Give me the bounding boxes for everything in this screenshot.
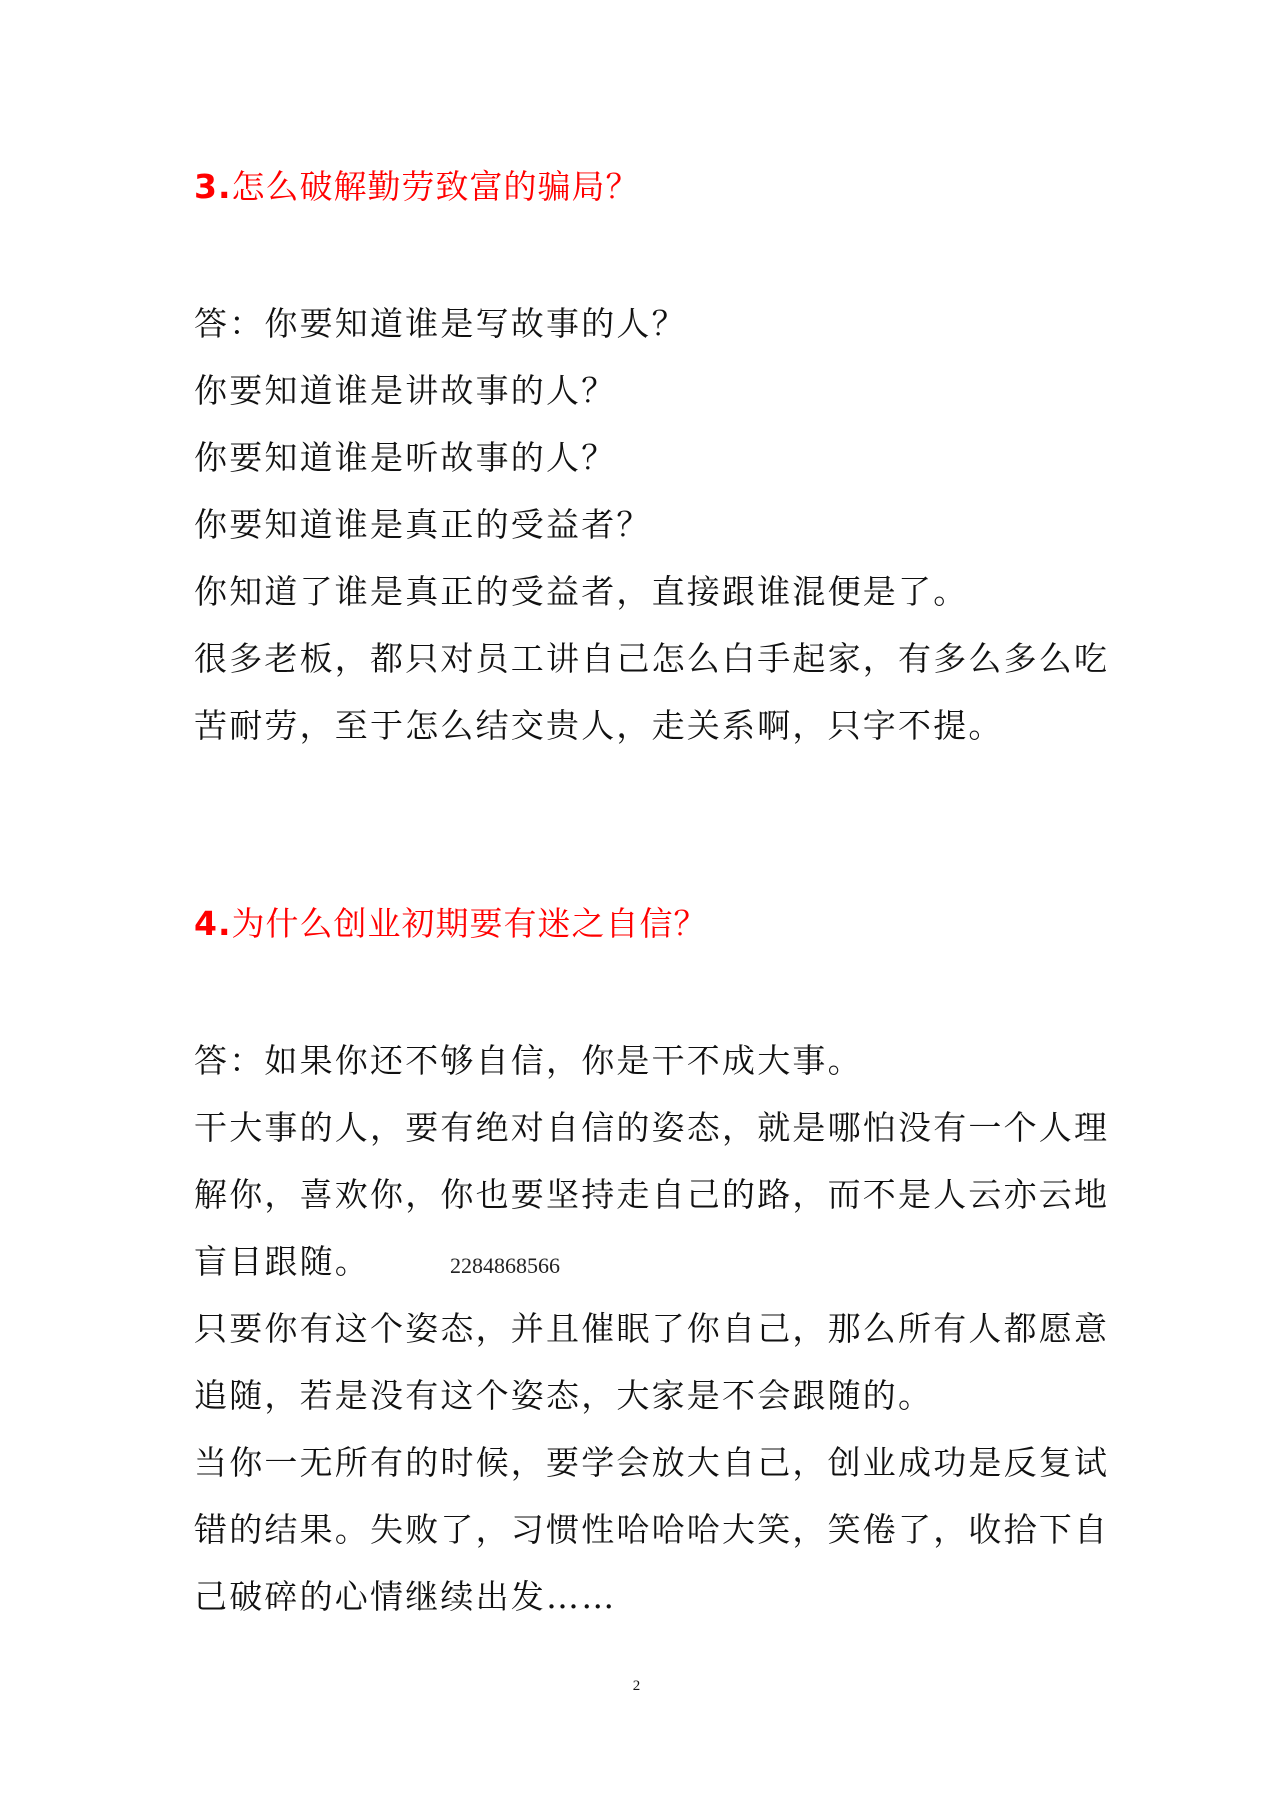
section-3-heading bbox=[194, 165, 640, 209]
section-3-title: 怎么破解勤劳致富的骗局？ bbox=[231, 167, 640, 206]
inline-number: 2284868566 bbox=[450, 1253, 560, 1278]
body-line: 解你，喜欢你，你也要坚持走自己的路，而不是人云亦云地 bbox=[194, 1175, 1110, 1214]
body-line: 错的结果。失败了，习惯性哈哈哈大笑，笑倦了，收拾下自 bbox=[194, 1510, 1110, 1549]
body-line-text: 盲目跟随。 bbox=[194, 1242, 370, 1281]
body-line: 你要知道谁是听故事的人？ bbox=[194, 438, 617, 477]
body-line: 当你一无所有的时候，要学会放大自己，创业成功是反复试 bbox=[194, 1443, 1110, 1482]
body-line-with-number bbox=[194, 1228, 1094, 1295]
body-line: 己破碎的心情继续出发…… bbox=[194, 1577, 617, 1616]
body-line: 你知道了谁是真正的受益者，直接跟谁混便是了。 bbox=[194, 572, 969, 611]
section-3-number: 3. bbox=[194, 167, 232, 206]
body-line: 干大事的人，要有绝对自信的姿态，就是哪怕没有一个人理 bbox=[194, 1108, 1110, 1147]
section-4-heading bbox=[194, 902, 708, 946]
body-line: 很多老板，都只对员工讲自己怎么白手起家，有多么多么吃 bbox=[194, 639, 1110, 678]
section-3-body bbox=[194, 290, 1110, 759]
body-line: 只要你有这个姿态，并且催眠了你自己，那么所有人都愿意 bbox=[194, 1309, 1110, 1348]
body-line: 你要知道谁是真正的受益者？ bbox=[194, 505, 652, 544]
section-4-body bbox=[194, 1027, 1110, 1630]
body-line: 答：如果你还不够自信，你是干不成大事。 bbox=[194, 1041, 863, 1080]
body-line: 苦耐劳，至于怎么结交贵人，走关系啊，只字不提。 bbox=[194, 706, 1004, 745]
body-line: 追随，若是没有这个姿态，大家是不会跟随的。 bbox=[194, 1376, 934, 1415]
section-4-title: 为什么创业初期要有迷之自信？ bbox=[231, 904, 708, 943]
body-line: 答：你要知道谁是写故事的人？ bbox=[194, 304, 687, 343]
page-number: 2 bbox=[632, 1678, 641, 1694]
section-4-number: 4. bbox=[194, 904, 232, 943]
body-line: 你要知道谁是讲故事的人？ bbox=[194, 371, 617, 410]
